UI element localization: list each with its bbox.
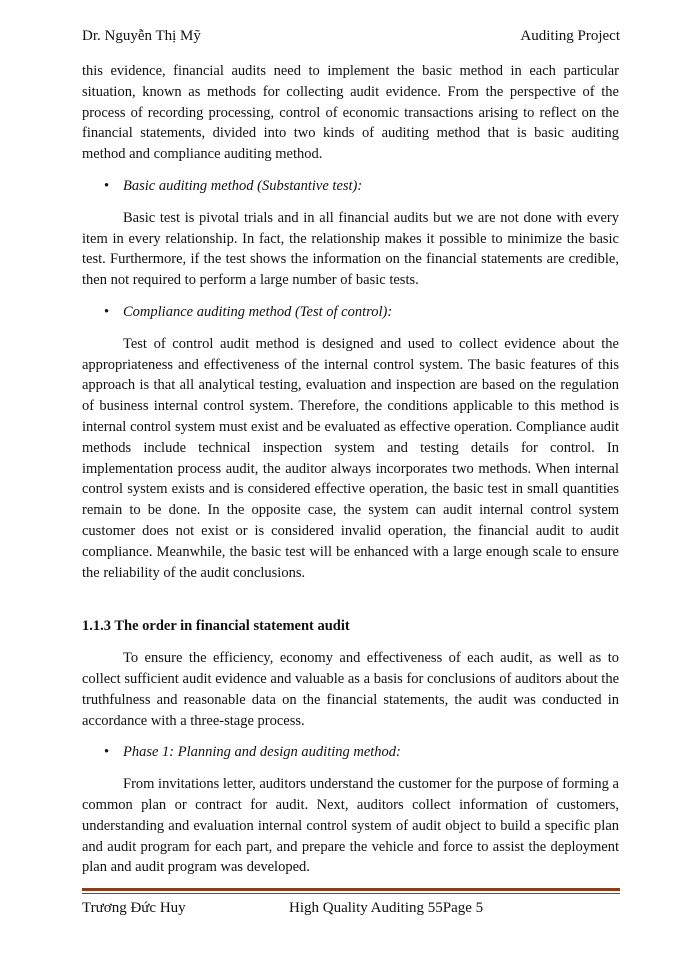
page-body: [82, 61, 619, 878]
phase-1-paragraph: From invitations letter, auditors understand the customer for the purpose of forming a common plan or contract for audit. Next, auditors collect information of customers, understanding and evaluation internal control system of audit object to build a specific plan and audit program for each part, and prepare the vehicle and force to assist the deployment plan and audit program was developed.: [82, 776, 619, 876]
bullet-compliance-label: Compliance auditing method (Test of control):: [123, 303, 393, 320]
intro-paragraph: this evidence, financial audits need to implement the basic method in each particular situation, known as methods for collecting audit evidence. From the perspective of the process of recording processing, control of economic transactions arising to reflect on the financial statements, divided into two kinds of auditing method that is basic auditing method and compliance auditing method.: [82, 63, 619, 163]
bullet-basic-method: [82, 176, 619, 197]
bullet-phase-1-label: Phase 1: Planning and design auditing method:: [123, 744, 401, 761]
compliance-paragraph: Test of control audit method is designed and used to collect evidence about the appropriateness and effectiveness of the internal control system. The basic features of this approach is that all analytical testing, evaluation and inspection are based on the regulation of business internal control system. Therefore, the conditions applicable to this method is internal control system must exist and be evaluated as effective operation. Compliance audit methods include technical inspection system and testing details for control. In implementation process audit, the auditor always incorporates two methods. When internal control system exists and is considered effective operation, the basic test in small quantities remain to be done. In the opposite case, the system can audit internal control system customer does not exist or is considered invalid operation, the financial audit to audit compliance. Meanwhile, the basic test will be enhanced with a large enough scale to ensure the reliability of the audit conclusions.: [82, 335, 619, 581]
header-author: Dr. Nguyễn Thị Mỹ: [82, 28, 201, 44]
basic-test-paragraph: Basic test is pivotal trials and in all financial audits but we are not done with every item in every relationship. In fact, the relationship makes it possible to minimize the basic test. Furthermore, if the test shows the information on the financial statements are credible, then not required to perform a large number of basic tests.: [82, 209, 619, 289]
footer-page-info: High Quality Auditing 55Page 5: [289, 900, 484, 916]
footer-rule: [82, 888, 620, 894]
bullet-icon: •: [104, 177, 110, 194]
page-header: [82, 26, 620, 46]
order-paragraph: To ensure the efficiency, economy and effectiveness of each audit, as well as to collect sufficient audit evidence and valuable as a basis for conclusions of auditors about the truthfulness and reasonable data on the financial statements, the audit was conducted in accordance with a three-stage process.: [82, 650, 619, 729]
footer-author: Trương Đức Huy: [82, 900, 186, 916]
bullet-icon: •: [104, 744, 110, 761]
bullet-basic-label: Basic auditing method (Substantive test):: [123, 177, 363, 194]
bullet-phase-1: [82, 742, 619, 763]
bullet-compliance-method: [82, 302, 619, 323]
section-heading: 1.1.3 The order in financial statement audit: [82, 618, 350, 635]
header-project: Auditing Project: [520, 28, 620, 44]
bullet-icon: •: [104, 303, 110, 320]
